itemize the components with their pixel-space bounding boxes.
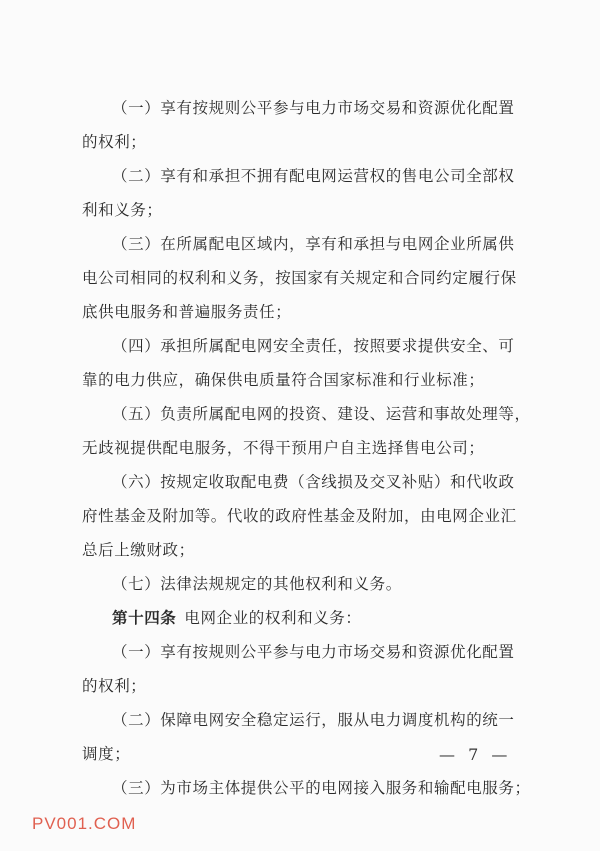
text-line: （三）在所属配电区域内，享有和承担与电网企业所属供 [112, 235, 515, 253]
text-line: （一）享有按规则公平参与电力市场交易和资源优化配置 [112, 99, 515, 117]
article-heading-text: 电网企业的权利和义务： [184, 609, 362, 627]
watermark: PV001.COM [32, 814, 137, 833]
text-line: 底供电服务和普遍服务责任； [82, 303, 292, 321]
page-number: — 7 — [439, 745, 512, 764]
article-heading-line [112, 608, 362, 628]
text-line: 的权利； [82, 677, 147, 695]
text-line: （五）负责所属配电网的投资、建设、运营和事故处理等， [112, 405, 531, 423]
text-line: 利和义务； [82, 201, 163, 219]
text-line: （六）按规定收取配电费（含线损及交叉补贴）和代收政 [112, 473, 515, 491]
text-line: （二）享有和承担不拥有配电网运营权的售电公司全部权 [112, 167, 515, 185]
text-line: 靠的电力供应，确保供电质量符合国家标准和行业标准； [82, 371, 485, 389]
text-line: （三）为市场主体提供公平的电网接入服务和输配电服务； [112, 779, 531, 797]
text-line: 无歧视提供配电服务，不得干预用户自主选择售电公司； [82, 439, 485, 457]
text-line: （七）法律法规规定的其他权利和义务。 [112, 575, 402, 593]
article-heading: 第十四条 [112, 608, 177, 627]
text-line: 的权利； [82, 133, 147, 151]
text-line: （二）保障电网安全稳定运行，服从电力调度机构的统一 [112, 711, 515, 729]
text-line: 府性基金及附加等。代收的政府性基金及附加，由电网企业汇 [82, 507, 517, 525]
text-line: （四）承担所属配电网安全责任，按照要求提供安全、可 [112, 337, 515, 355]
text-line: （一）享有按规则公平参与电力市场交易和资源优化配置 [112, 643, 515, 661]
text-line: 电公司相同的权利和义务，按国家有关规定和合同约定履行保 [82, 269, 517, 287]
text-line: 调度； [82, 745, 131, 763]
text-line: 总后上缴财政； [82, 541, 195, 559]
